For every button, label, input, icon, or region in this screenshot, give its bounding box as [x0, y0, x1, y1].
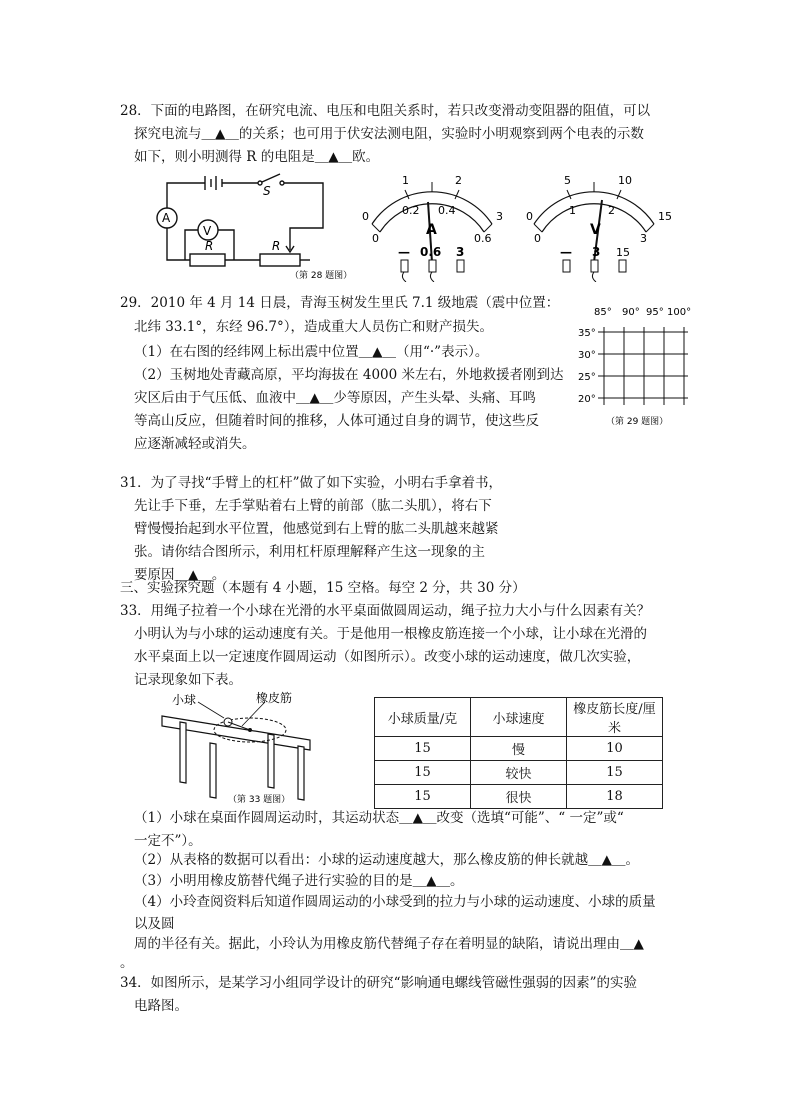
voltmeter-top-10: 10 — [618, 174, 632, 187]
section-heading: 三、实验探究题（本题有 4 小题，15 空格。每空 2 分，共 30 分） — [120, 580, 526, 596]
voltmeter-bottom-1: 1 — [569, 204, 576, 217]
long-100: 100° — [667, 307, 692, 318]
voltmeter-bottom-2: 2 — [608, 204, 615, 217]
header-speed: 小球速度 — [471, 698, 567, 737]
long-85: 85° — [594, 307, 612, 318]
q29-caption: （第 29 题图） — [606, 417, 669, 427]
q33-sub3: （3）小明用橡皮筋替代绳子进行实验的目的是＿▲＿。 — [134, 873, 464, 889]
q33-sub4a: （4）小玲查阅资料后知道作圆周运动的小球受到的拉力与小球的运动速度、小球的质量 — [134, 894, 656, 910]
q33-sub1b: 一定不”）。 — [134, 833, 202, 849]
q33-sub2: （2）从表格的数据可以看出：小球的运动速度越大，那么橡皮筋的伸长就越＿▲＿。 — [134, 852, 639, 868]
long-90: 90° — [622, 307, 640, 318]
cell-mass: 15 — [375, 761, 471, 785]
ball-label: 小球 — [172, 693, 197, 707]
q31-line3: 臂慢慢抬起到水平位置，他感觉到右上臂的肱二头肌越来越紧 — [134, 521, 499, 537]
q33-caption: （第 33 题图） — [228, 795, 291, 805]
table-row — [375, 737, 663, 761]
voltmeter-top-0: 0 — [526, 210, 533, 223]
cell-speed: 较快 — [471, 761, 567, 785]
q33-line3: 水平桌面上以一定速度作圆周运动（如图所示）。改变小球的运动速度，做几次实验， — [134, 649, 641, 665]
q33-sub4c: 周的半径有关。据此，小玲认为用橡皮筋代替绳子存在着明显的缺陷，请说出理由＿▲ — [134, 936, 644, 952]
q28-line1: 28．下面的电路图，在研究电流、电压和电阻关系时，若只改变滑动变阻器的阻值，可以 — [120, 103, 651, 119]
ammeter-bottom-1: 0.2 — [402, 204, 420, 217]
ammeter-top-0: 0 — [362, 210, 369, 223]
q33-data-table — [374, 697, 663, 809]
voltmeter-label: V — [203, 224, 212, 238]
voltmeter-terminal-15: 15 — [616, 246, 630, 259]
header-mass: 小球质量/克 — [375, 698, 471, 737]
ammeter-label: A — [162, 211, 171, 225]
q33-sub4b: 以及圆 — [134, 916, 175, 932]
q31-line4: 张。请你结合图所示，利用杠杆原理解释产生这一现象的主 — [134, 544, 485, 560]
q31-line5: 要原因＿▲＿。 — [134, 567, 226, 583]
q29-line6: 等高山反应，但随着时间的推移，人体可通过自身的调节，使这些反 — [134, 413, 539, 429]
q29-line3: （1）在右图的经纬网上标出震中位置＿▲＿（用“·”表示）。 — [134, 344, 489, 360]
cell-speed: 很快 — [471, 785, 567, 809]
resistor-label: R — [205, 239, 214, 253]
ammeter-bottom-0: 0 — [372, 232, 379, 245]
circuit-diagram — [150, 168, 355, 283]
table-row — [375, 761, 663, 785]
table-row — [375, 785, 663, 809]
q33-sub1a: （1）小球在桌面作圆周运动时，其运动状态＿▲＿改变（选填“可能”、“ 一定”或“ — [134, 810, 624, 826]
q33-line1: 33．用绳子拉着一个小球在光滑的水平桌面做圆周运动，绳子拉力大小与什么因素有关？ — [120, 603, 651, 619]
voltmeter-dial — [522, 172, 677, 282]
q29-line5: 灾区后由于气压低、血液中＿▲＿少等原因，产生头晕、头痛、耳鸣 — [134, 390, 536, 406]
q31-line2: 先让手下垂，左手掌贴着右上臂的前部（肱二头肌），将右下 — [134, 498, 492, 514]
lat-35: 35° — [578, 328, 596, 339]
ammeter-bottom-3: 0.6 — [474, 232, 492, 245]
q31-line1: 31．为了寻找“手臂上的杠杆”做了如下实验，小明右手拿着书， — [120, 475, 502, 491]
q28-caption: （第 28 题图） — [290, 271, 353, 281]
voltmeter-symbol: V — [590, 222, 601, 238]
q29-line2: 北纬 33.1°，东经 96.7°），造成重大人员伤亡和财产损失。 — [134, 319, 493, 335]
switch-label: S — [263, 184, 271, 198]
cell-mass: 15 — [375, 785, 471, 809]
lat-20: 20° — [578, 394, 596, 405]
ammeter-top-1: 1 — [402, 174, 409, 187]
q33-figure — [160, 688, 335, 806]
cell-length: 18 — [567, 785, 663, 809]
ammeter-symbol: A — [426, 222, 437, 238]
cell-length: 15 — [567, 761, 663, 785]
ammeter-top-3: 3 — [496, 210, 503, 223]
ammeter-terminal-3: 3 — [456, 245, 465, 259]
voltmeter-bottom-3: 3 — [640, 232, 647, 245]
lat-30: 30° — [578, 350, 596, 361]
q34-line1: 34．如图所示，是某学习小组同学设计的研究“影响通电螺线管磁性强弱的因素”的实验 — [120, 975, 637, 991]
q33-line2: 小明认为与小球的运动速度有关。于是他用一根橡皮筋连接一个小球，让小球在光滑的 — [134, 626, 647, 642]
q34-line2: 电路图。 — [134, 998, 188, 1014]
latlong-grid — [576, 302, 696, 430]
ammeter-dial — [360, 172, 505, 282]
cell-speed: 慢 — [471, 737, 567, 761]
voltmeter-terminal-3: 3 — [592, 245, 601, 259]
ammeter-terminal-neg: — — [398, 245, 410, 259]
long-95: 95° — [646, 307, 664, 318]
q28-line2: 探究电流与＿▲＿的关系；也可用于伏安法测电阻，实验时小明观察到两个电表的示数 — [134, 126, 644, 142]
cell-mass: 15 — [375, 737, 471, 761]
ammeter-terminal-06: 0.6 — [420, 245, 442, 259]
rheostat-label: R — [272, 239, 281, 253]
cell-length: 10 — [567, 737, 663, 761]
q29-line7: 应逐渐减轻或消失。 — [134, 436, 256, 452]
q29-line1: 29．2010 年 4 月 14 日晨，青海玉树发生里氏 7.1 级地震（震中位置： — [120, 295, 560, 311]
q33-line4: 记录现象如下表。 — [134, 672, 242, 688]
q33-sub4d: 。 — [120, 955, 134, 971]
band-label: 橡皮筋 — [256, 691, 293, 705]
voltmeter-bottom-0: 0 — [534, 232, 541, 245]
voltmeter-terminal-neg: — — [560, 245, 572, 259]
ammeter-bottom-2: 0.4 — [438, 204, 456, 217]
q29-line4: （2）玉树地处青藏高原，平均海拔在 4000 米左右，外地救援者刚到达 — [134, 367, 564, 383]
table-header-row — [375, 698, 663, 737]
voltmeter-top-5: 5 — [564, 174, 571, 187]
lat-25: 25° — [578, 372, 596, 383]
ammeter-top-2: 2 — [455, 174, 462, 187]
q28-line3: 如下，则小明测得 R 的电阻是＿▲＿欧。 — [134, 149, 380, 165]
voltmeter-top-15: 15 — [658, 210, 672, 223]
header-length: 橡皮筋长度/厘米 — [567, 698, 663, 737]
